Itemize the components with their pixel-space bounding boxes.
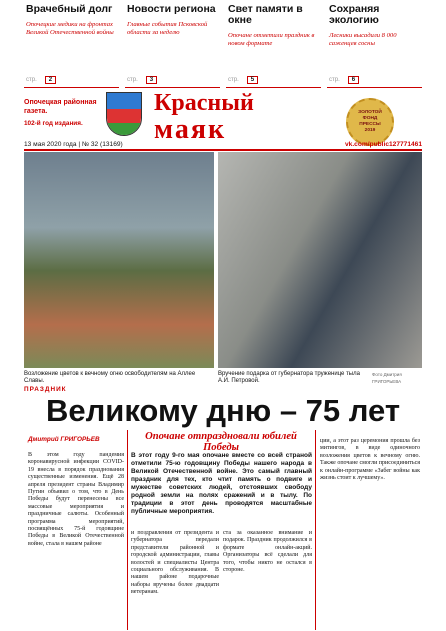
teaser-title: Сохраняя экологию [329,3,380,26]
teaser-1[interactable] [24,0,119,88]
page-number: 6 [348,76,359,84]
teaser-title: Врачебный долг [26,3,113,15]
teaser-subtitle: Опочецкие медики на фронтах Великой Отечественной войны [26,21,114,36]
teaser-subtitle: Опочане отметили праздник в новом формате [228,32,315,47]
column-divider [127,430,128,630]
teaser-page [329,77,359,83]
author: Дмитрий ГРИГОРЬЕВ [28,436,100,443]
teaser-2[interactable] [125,0,220,88]
column-divider [315,430,316,630]
subheadline: Опочане отпраздновали юбилей Победы [145,431,297,453]
article-column-4: ции, а этот раз церемония прошла без митингов, в виде одиночного возложения цветов к вечному огню. Также опочане смогли присоединиться к онлайн-программе «Забег войны как жизнь стоит к лучшему». [320,438,420,482]
seal-line: ЗОЛОТОЙ [358,110,382,115]
dateline [24,141,422,151]
page-number: 3 [146,76,157,84]
coat-of-arms-icon [106,92,142,136]
issue-date: 13 мая 2020 года | № 32 (13169) [24,141,123,148]
website-link[interactable]: vk.com/public127771461 [345,141,422,148]
teaser-page [127,77,157,83]
page-number: 2 [45,76,56,84]
article-lead: В этот году 9-го мая опочане вместе со всей страной отметили 75-ю годовщину Победы нашего народа в Великой Отечественной войне. Это самый главный праздник для тех, кто чтит память о подвиге и мужестве советских людей, отстоявших свободу родной земли на полях сражений и в тылу. По традиции в этот день проводятся масштабные публичные мероприятия. [131,452,312,515]
teaser-title: Свет памяти в окне [228,3,303,26]
teaser-page [228,77,258,83]
article-column-3: ста за оказанное внимание и подарок. Праздник продолжился в формате онлайн-акций. Организаторы всё сделали для того, чтобы никто не остался в стороне. [223,530,312,574]
teaser-strip [24,0,422,88]
page-label: стр. [127,77,138,83]
headline: Великому дню – 75 лет [45,393,401,428]
section-kicker: ПРАЗДНИК [24,386,67,393]
photo-wreath-laying [24,152,214,368]
page-label: стр. [329,77,340,83]
photo-gift-delivery [218,152,422,368]
region-label: Опочецкая районная газета. [24,99,97,115]
newspaper-title-line2: маяк [154,114,227,145]
golden-fund-seal [346,98,394,146]
caption-right: Вручение подарка от губернатора труженице тыла А.И. Петровой. [218,371,360,384]
page-label: стр. [228,77,239,83]
article-column-2: и поздравления от президента и губернатора передали представители районной и городской администрации, главы волостей и специалисты Центра социального обслуживания. В нашем районе подарочные наборы вручены более двадцати ветеранам. [131,530,219,596]
page-number: 5 [247,76,258,84]
caption-left: Возложение цветов к вечному огню освободителям на Аллее Славы. [24,371,196,384]
teaser-3[interactable] [226,0,321,88]
teaser-subtitle: Главные события Псковской области за неделю [127,21,208,36]
seal-line: 2019 [364,128,376,133]
photo-credit: Фото Дмитрия ГРИГОРЬЕВА [372,372,402,384]
newspaper-title-line1: Красный [154,90,254,116]
teaser-subtitle: Лесники высадили 8 000 саженцев сосны [329,32,397,47]
edition-label: 102-й год издания. [24,120,83,127]
seal-line: ПРЕССЫ [359,122,381,127]
page-label: стр. [26,77,37,83]
teaser-4[interactable] [327,0,422,88]
teaser-page [26,77,56,83]
article-column-1: В этом году пандемия коронавирусной инфекции COVID-19 внесла в порядок празднования существенные изменения. Ещё 28 апреля президент страны Владимир Путин объявил о том, что в День Победы будут перенесены все массовые мероприятия и праздничные салюты. Особенный программа мероприятий, посвящённых 75-й годовщине Победы в Великой Отечественной войне, стала в нашем районе [28,452,124,547]
teaser-title: Новости региона [127,3,216,15]
seal-line: ФОНД [362,116,378,121]
